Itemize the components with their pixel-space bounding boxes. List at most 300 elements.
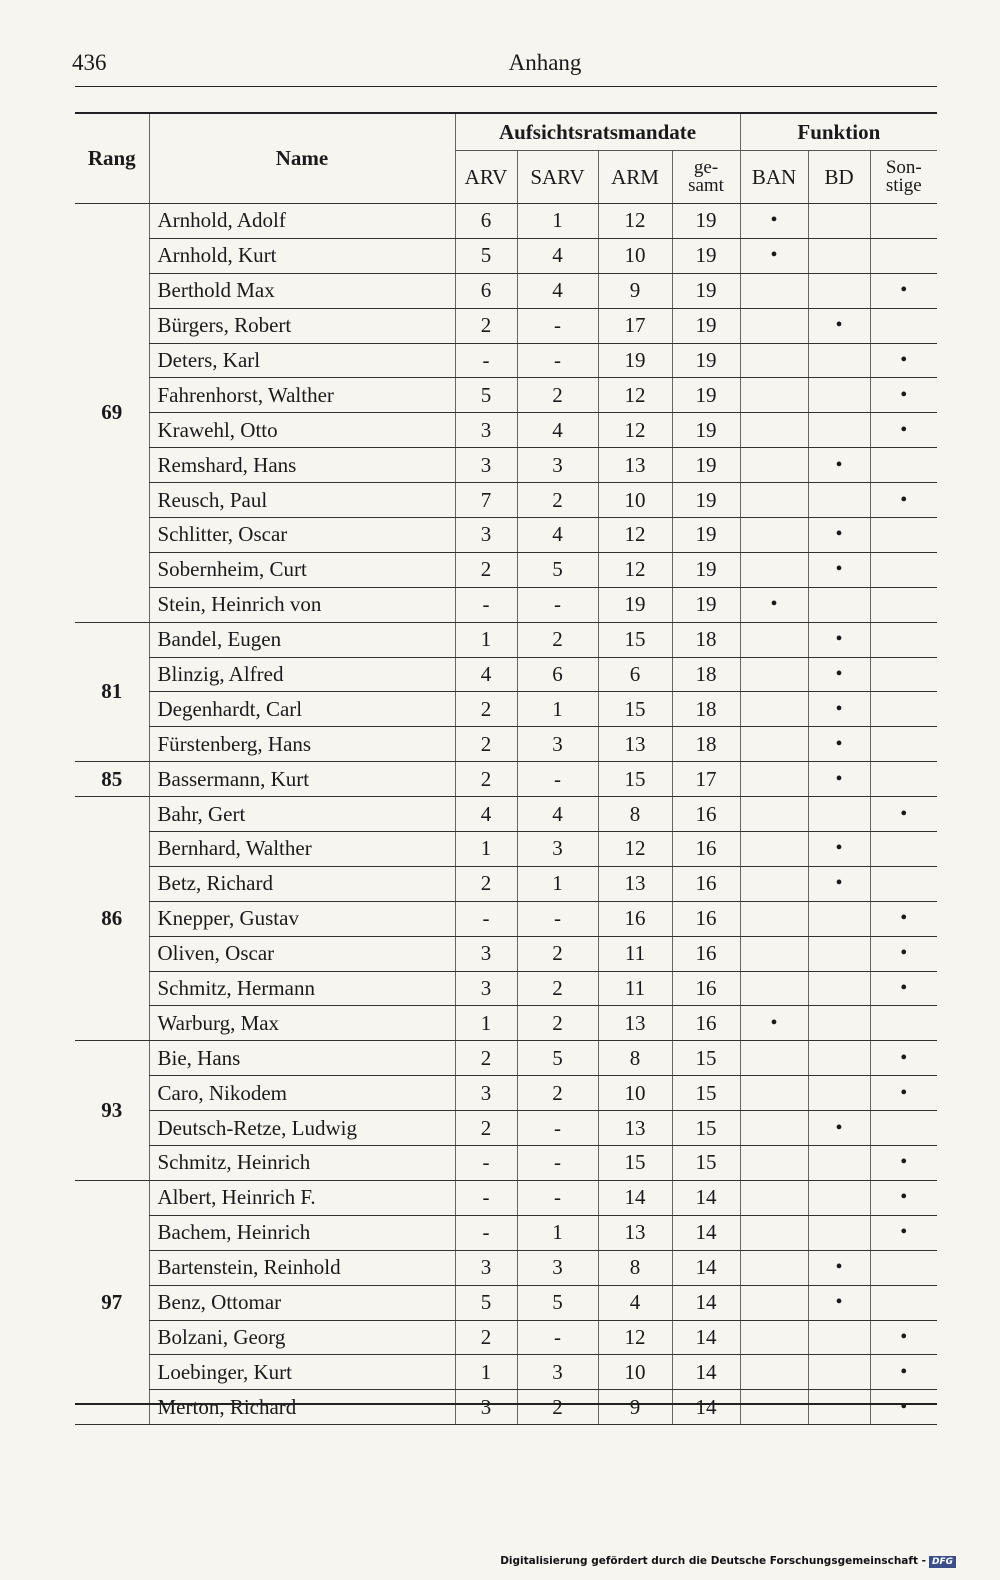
sonstige-cell: •: [870, 343, 937, 378]
name-cell: Benz, Ottomar: [149, 1285, 455, 1320]
table-row: [75, 797, 937, 832]
sonstige-cell: •: [870, 1355, 937, 1390]
sonstige-cell: [870, 308, 937, 343]
sonstige-cell: [870, 587, 937, 622]
header-gesamt-line1: ge-: [693, 157, 719, 178]
sarv-cell: -: [517, 1111, 598, 1146]
ban-cell: [740, 1111, 808, 1146]
ban-cell: [740, 518, 808, 553]
sarv-cell: 5: [517, 1285, 598, 1320]
name-cell: Bolzani, Georg: [149, 1320, 455, 1355]
sonstige-cell: •: [870, 936, 937, 971]
sarv-cell: 5: [517, 1041, 598, 1076]
ban-cell: [740, 1320, 808, 1355]
sonstige-cell: •: [870, 1215, 937, 1250]
ban-cell: [740, 1146, 808, 1181]
gesamt-cell: 14: [672, 1390, 740, 1425]
sonstige-cell: •: [870, 1180, 937, 1215]
bd-cell: [808, 971, 870, 1006]
gesamt-cell: 18: [672, 622, 740, 657]
gesamt-cell: 14: [672, 1285, 740, 1320]
gesamt-cell: 18: [672, 657, 740, 692]
sarv-cell: 3: [517, 727, 598, 762]
arm-cell: 12: [598, 378, 672, 413]
ban-cell: [740, 1250, 808, 1285]
ban-cell: [740, 622, 808, 657]
gesamt-cell: 15: [672, 1146, 740, 1181]
name-cell: Fürstenberg, Hans: [149, 727, 455, 762]
gesamt-cell: 14: [672, 1355, 740, 1390]
gesamt-cell: 14: [672, 1215, 740, 1250]
bd-cell: [808, 587, 870, 622]
table-row: [75, 413, 937, 448]
arv-cell: 3: [455, 1250, 517, 1285]
sarv-cell: 6: [517, 657, 598, 692]
ban-cell: [740, 832, 808, 867]
sonstige-cell: •: [870, 378, 937, 413]
page-number: 436: [72, 50, 107, 75]
footer-credit: [500, 1555, 956, 1568]
sonstige-cell: •: [870, 1146, 937, 1181]
ban-cell: [740, 1285, 808, 1320]
gesamt-cell: 16: [672, 797, 740, 832]
header-sonstige-line1: Son-: [885, 157, 922, 178]
name-cell: Albert, Heinrich F.: [149, 1180, 455, 1215]
name-cell: Schmitz, Hermann: [149, 971, 455, 1006]
arv-cell: 2: [455, 1111, 517, 1146]
arv-cell: -: [455, 1180, 517, 1215]
arv-cell: -: [455, 901, 517, 936]
gesamt-cell: 16: [672, 866, 740, 901]
sarv-cell: -: [517, 901, 598, 936]
gesamt-cell: 19: [672, 343, 740, 378]
arv-cell: 6: [455, 273, 517, 308]
bd-cell: [808, 238, 870, 273]
ban-cell: [740, 1215, 808, 1250]
gesamt-cell: 16: [672, 971, 740, 1006]
ban-cell: •: [740, 587, 808, 622]
table-row: [75, 587, 937, 622]
header-function: Funktion: [740, 113, 937, 151]
ban-cell: [740, 483, 808, 518]
header-bd: BD: [808, 151, 870, 204]
table-row: [75, 1285, 937, 1320]
mandates-table: [75, 112, 937, 1425]
sarv-cell: 5: [517, 552, 598, 587]
gesamt-cell: 19: [672, 587, 740, 622]
sarv-cell: 2: [517, 622, 598, 657]
sonstige-cell: [870, 832, 937, 867]
ban-cell: [740, 901, 808, 936]
gesamt-cell: 17: [672, 762, 740, 797]
sarv-cell: 2: [517, 1076, 598, 1111]
bd-cell: •: [808, 622, 870, 657]
gesamt-cell: 15: [672, 1041, 740, 1076]
bd-cell: [808, 378, 870, 413]
sonstige-cell: •: [870, 1320, 937, 1355]
arm-cell: 11: [598, 936, 672, 971]
arm-cell: 13: [598, 727, 672, 762]
arm-cell: 17: [598, 308, 672, 343]
arm-cell: 12: [598, 552, 672, 587]
arm-cell: 15: [598, 692, 672, 727]
table-row: [75, 448, 937, 483]
bd-cell: [808, 1076, 870, 1111]
gesamt-cell: 16: [672, 832, 740, 867]
arv-cell: -: [455, 587, 517, 622]
bd-cell: [808, 1041, 870, 1076]
table-row: [75, 273, 937, 308]
arm-cell: 12: [598, 518, 672, 553]
table-body: [75, 204, 937, 1425]
bd-cell: [808, 1320, 870, 1355]
name-cell: Loebinger, Kurt: [149, 1355, 455, 1390]
table-row: [75, 483, 937, 518]
arm-cell: 12: [598, 413, 672, 448]
arm-cell: 11: [598, 971, 672, 1006]
gesamt-cell: 19: [672, 378, 740, 413]
sonstige-cell: [870, 518, 937, 553]
arm-cell: 8: [598, 1041, 672, 1076]
sarv-cell: -: [517, 1146, 598, 1181]
gesamt-cell: 14: [672, 1250, 740, 1285]
header-mandates: Aufsichtsratsmandate: [455, 113, 740, 151]
bd-cell: •: [808, 762, 870, 797]
name-cell: Sobernheim, Curt: [149, 552, 455, 587]
sonstige-cell: [870, 204, 937, 239]
arm-cell: 12: [598, 204, 672, 239]
name-cell: Bandel, Eugen: [149, 622, 455, 657]
arv-cell: 3: [455, 448, 517, 483]
sarv-cell: 4: [517, 797, 598, 832]
name-cell: Krawehl, Otto: [149, 413, 455, 448]
ban-cell: [740, 1390, 808, 1425]
arm-cell: 13: [598, 866, 672, 901]
bd-cell: [808, 797, 870, 832]
arm-cell: 14: [598, 1180, 672, 1215]
ban-cell: [740, 727, 808, 762]
arm-cell: 13: [598, 1006, 672, 1041]
gesamt-cell: 19: [672, 518, 740, 553]
bd-cell: •: [808, 518, 870, 553]
bd-cell: [808, 1146, 870, 1181]
sarv-cell: -: [517, 308, 598, 343]
rank-cell: 85: [75, 762, 149, 797]
rank-cell: 97: [75, 1180, 149, 1424]
arv-cell: -: [455, 1215, 517, 1250]
name-cell: Bartenstein, Reinhold: [149, 1250, 455, 1285]
ban-cell: [740, 866, 808, 901]
name-cell: Bahr, Gert: [149, 797, 455, 832]
table-row: [75, 971, 937, 1006]
ban-cell: [740, 1041, 808, 1076]
bd-cell: [808, 1180, 870, 1215]
bd-cell: •: [808, 1285, 870, 1320]
bd-cell: [808, 343, 870, 378]
arv-cell: 3: [455, 1076, 517, 1111]
arv-cell: 3: [455, 1390, 517, 1425]
sarv-cell: 2: [517, 936, 598, 971]
gesamt-cell: 19: [672, 204, 740, 239]
ban-cell: •: [740, 238, 808, 273]
bd-cell: •: [808, 727, 870, 762]
bd-cell: [808, 413, 870, 448]
name-cell: Fahrenhorst, Walther: [149, 378, 455, 413]
bd-cell: [808, 483, 870, 518]
table-row: [75, 1320, 937, 1355]
table-row: [75, 1146, 937, 1181]
arv-cell: 2: [455, 727, 517, 762]
sonstige-cell: [870, 622, 937, 657]
gesamt-cell: 16: [672, 1006, 740, 1041]
table-row: [75, 1006, 937, 1041]
sonstige-cell: [870, 1250, 937, 1285]
gesamt-cell: 19: [672, 308, 740, 343]
sonstige-cell: •: [870, 797, 937, 832]
arv-cell: 4: [455, 797, 517, 832]
bd-cell: •: [808, 692, 870, 727]
gesamt-cell: 19: [672, 483, 740, 518]
name-cell: Stein, Heinrich von: [149, 587, 455, 622]
arm-cell: 12: [598, 1320, 672, 1355]
header-rang: Rang: [75, 113, 149, 204]
table-row: [75, 238, 937, 273]
name-cell: Caro, Nikodem: [149, 1076, 455, 1111]
ban-cell: [740, 797, 808, 832]
sonstige-cell: [870, 238, 937, 273]
bd-cell: •: [808, 1250, 870, 1285]
dfg-logo: DFG: [929, 1556, 956, 1568]
ban-cell: [740, 1076, 808, 1111]
arm-cell: 19: [598, 343, 672, 378]
table-row: [75, 1041, 937, 1076]
sonstige-cell: [870, 1285, 937, 1320]
rank-cell: 93: [75, 1041, 149, 1181]
rank-cell: 69: [75, 204, 149, 623]
arv-cell: -: [455, 1146, 517, 1181]
table-row: [75, 622, 937, 657]
arv-cell: 5: [455, 378, 517, 413]
ban-cell: [740, 657, 808, 692]
ban-cell: [740, 936, 808, 971]
sonstige-cell: •: [870, 901, 937, 936]
table-row: [75, 1111, 937, 1146]
sonstige-cell: [870, 692, 937, 727]
header-name: Name: [149, 113, 455, 204]
arm-cell: 13: [598, 1111, 672, 1146]
sonstige-cell: •: [870, 1076, 937, 1111]
bd-cell: [808, 1390, 870, 1425]
bd-cell: [808, 273, 870, 308]
sonstige-cell: •: [870, 971, 937, 1006]
header-arv: ARV: [455, 151, 517, 204]
sonstige-cell: [870, 448, 937, 483]
sarv-cell: 3: [517, 448, 598, 483]
bd-cell: [808, 1006, 870, 1041]
name-cell: Oliven, Oscar: [149, 936, 455, 971]
name-cell: Knepper, Gustav: [149, 901, 455, 936]
arv-cell: 3: [455, 936, 517, 971]
name-cell: Blinzig, Alfred: [149, 657, 455, 692]
table-row: [75, 204, 937, 239]
arv-cell: 1: [455, 1006, 517, 1041]
arv-cell: 1: [455, 622, 517, 657]
bd-cell: •: [808, 866, 870, 901]
ban-cell: [740, 448, 808, 483]
name-cell: Arnhold, Kurt: [149, 238, 455, 273]
arm-cell: 10: [598, 238, 672, 273]
sarv-cell: 4: [517, 273, 598, 308]
name-cell: Deutsch-Retze, Ludwig: [149, 1111, 455, 1146]
arv-cell: 3: [455, 518, 517, 553]
arv-cell: 3: [455, 413, 517, 448]
table-row: [75, 1180, 937, 1215]
arv-cell: 2: [455, 866, 517, 901]
gesamt-cell: 19: [672, 448, 740, 483]
name-cell: Bachem, Heinrich: [149, 1215, 455, 1250]
bd-cell: [808, 204, 870, 239]
arm-cell: 9: [598, 273, 672, 308]
arv-cell: 6: [455, 204, 517, 239]
rank-cell: 86: [75, 797, 149, 1041]
name-cell: Bernhard, Walther: [149, 832, 455, 867]
sarv-cell: 3: [517, 832, 598, 867]
sonstige-cell: [870, 866, 937, 901]
sonstige-cell: [870, 1006, 937, 1041]
gesamt-cell: 16: [672, 936, 740, 971]
ban-cell: [740, 343, 808, 378]
table-row: [75, 343, 937, 378]
table-row: [75, 762, 937, 797]
table-row: [75, 378, 937, 413]
header-sarv: SARV: [517, 151, 598, 204]
sonstige-cell: •: [870, 483, 937, 518]
header-gesamt-line2: samt: [688, 175, 724, 196]
bd-cell: [808, 936, 870, 971]
ban-cell: •: [740, 204, 808, 239]
sarv-cell: -: [517, 1180, 598, 1215]
bd-cell: •: [808, 657, 870, 692]
sarv-cell: 2: [517, 1006, 598, 1041]
sarv-cell: 3: [517, 1250, 598, 1285]
sonstige-cell: •: [870, 273, 937, 308]
ban-cell: [740, 308, 808, 343]
table-row: [75, 518, 937, 553]
gesamt-cell: 15: [672, 1076, 740, 1111]
gesamt-cell: 14: [672, 1320, 740, 1355]
gesamt-cell: 18: [672, 692, 740, 727]
bd-cell: [808, 901, 870, 936]
running-head: Anhang: [508, 50, 582, 75]
header-arm: ARM: [598, 151, 672, 204]
name-cell: Degenhardt, Carl: [149, 692, 455, 727]
name-cell: Bie, Hans: [149, 1041, 455, 1076]
arm-cell: 15: [598, 1146, 672, 1181]
name-cell: Berthold Max: [149, 273, 455, 308]
sonstige-cell: [870, 1111, 937, 1146]
name-cell: Merton, Richard: [149, 1390, 455, 1425]
gesamt-cell: 18: [672, 727, 740, 762]
table-row: [75, 308, 937, 343]
arm-cell: 13: [598, 1215, 672, 1250]
name-cell: Reusch, Paul: [149, 483, 455, 518]
table-row: [75, 657, 937, 692]
arm-cell: 10: [598, 1076, 672, 1111]
table-row: [75, 832, 937, 867]
sarv-cell: 2: [517, 1390, 598, 1425]
sarv-cell: -: [517, 343, 598, 378]
bd-cell: •: [808, 832, 870, 867]
arv-cell: 2: [455, 762, 517, 797]
arm-cell: 13: [598, 448, 672, 483]
ban-cell: [740, 762, 808, 797]
bd-cell: •: [808, 552, 870, 587]
arv-cell: 4: [455, 657, 517, 692]
header-gesamt: [672, 151, 740, 204]
ban-cell: [740, 692, 808, 727]
ban-cell: [740, 413, 808, 448]
header-sonstige-line2: stige: [885, 175, 922, 196]
sarv-cell: 2: [517, 483, 598, 518]
ban-cell: [740, 1180, 808, 1215]
arv-cell: 1: [455, 1355, 517, 1390]
arv-cell: 2: [455, 692, 517, 727]
sonstige-cell: [870, 762, 937, 797]
arv-cell: 3: [455, 971, 517, 1006]
ban-cell: •: [740, 1006, 808, 1041]
table-row: [75, 727, 937, 762]
arv-cell: 5: [455, 1285, 517, 1320]
arv-cell: 7: [455, 483, 517, 518]
arm-cell: 6: [598, 657, 672, 692]
sarv-cell: 4: [517, 413, 598, 448]
ban-cell: [740, 552, 808, 587]
table-row: [75, 1076, 937, 1111]
arv-cell: 2: [455, 552, 517, 587]
arm-cell: 4: [598, 1285, 672, 1320]
sonstige-cell: [870, 727, 937, 762]
bd-cell: •: [808, 448, 870, 483]
arm-cell: 10: [598, 483, 672, 518]
header-ban: BAN: [740, 151, 808, 204]
name-cell: Bassermann, Kurt: [149, 762, 455, 797]
arm-cell: 8: [598, 1250, 672, 1285]
header-rule: [75, 86, 937, 87]
table-row: [75, 1250, 937, 1285]
name-cell: Schmitz, Heinrich: [149, 1146, 455, 1181]
gesamt-cell: 16: [672, 901, 740, 936]
arm-cell: 10: [598, 1355, 672, 1390]
sonstige-cell: •: [870, 1390, 937, 1425]
table-row: [75, 866, 937, 901]
bd-cell: •: [808, 1111, 870, 1146]
ban-cell: [740, 378, 808, 413]
table-row: [75, 936, 937, 971]
ban-cell: [740, 273, 808, 308]
name-cell: Warburg, Max: [149, 1006, 455, 1041]
gesamt-cell: 19: [672, 413, 740, 448]
name-cell: Schlitter, Oscar: [149, 518, 455, 553]
arm-cell: 15: [598, 622, 672, 657]
arv-cell: 2: [455, 308, 517, 343]
arm-cell: 9: [598, 1390, 672, 1425]
sonstige-cell: [870, 552, 937, 587]
bd-cell: •: [808, 308, 870, 343]
sarv-cell: 4: [517, 238, 598, 273]
bd-cell: [808, 1215, 870, 1250]
name-cell: Betz, Richard: [149, 866, 455, 901]
table-row: [75, 552, 937, 587]
